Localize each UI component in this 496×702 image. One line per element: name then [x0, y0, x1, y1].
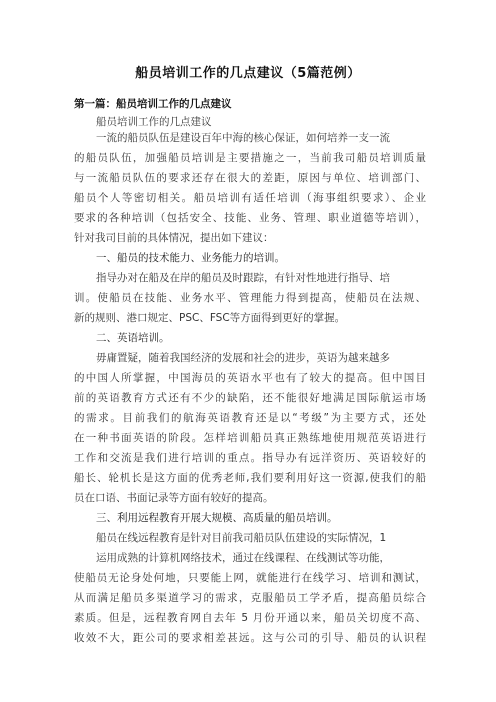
paragraph-line: 与一流船员队伍的要求还存在很大的差距，原因与单位、培训部门、 [74, 172, 426, 184]
paragraph-line: 工作和交流是我们进行培训的重点。指导办有远洋资历、英语较好的 [74, 452, 426, 464]
paragraph-line: 船长、轮机长是这方面的优秀老师,我们要利用好这一资源,使我们的船 [74, 472, 426, 484]
list-heading: 二、英语培训。 [96, 332, 170, 344]
section-heading: 第一篇：船员培训工作的几点建议 [74, 98, 232, 110]
paragraph-line: 毋庸置疑，随着我国经济的发展和社会的进步，英语为越来越多 [96, 352, 390, 364]
paragraph-line: 训。使船员在技能、业务水平、管理能力得到提高，使船员在法规、 [74, 292, 426, 304]
paragraph-line: 要求的各种培训（包括安全、技能、业务、管理、职业道德等培训）， [74, 212, 426, 224]
article-subtitle: 船员培训工作的几点建议 [96, 116, 212, 128]
list-heading: 一、船员的技术能力、业务能力的培训。 [96, 252, 285, 264]
paragraph-line: 船员个人等密切相关。船员培训有适任培训（海事组织要求）、企业 [74, 192, 426, 204]
paragraph-line: 收效不大，距公司的要求相差甚远。这与公司的引导、船员的认识程 [74, 632, 426, 644]
paragraph-line: 员在口语、书面记录等方面有较好的提高。 [74, 492, 274, 504]
paragraph-line: 指导办对在船及在岸的船员及时跟踪，有针对性地进行指导、培 [96, 272, 390, 284]
list-heading: 三、利用远程教育开展大规模、高质量的船员培训。 [96, 512, 338, 524]
paragraph-line: 在一种书面英语的阶段。怎样培训船员真正熟练地使用规范英语进行 [74, 432, 426, 444]
paragraph-line: 的船员队伍，加强船员培训是主要措施之一，当前我司船员培训质量 [74, 152, 426, 164]
paragraph-line: 的中国人所掌握，中国海员的英语水平也有了较大的提高。但中国目 [74, 372, 426, 384]
paragraph-line: 前的英语教育方式还有不少的缺陷，还不能很好地满足国际航运市场 [74, 392, 426, 404]
paragraph-line: 使船员无论身处何地，只要能上网，就能进行在线学习、培训和测试， [74, 572, 426, 584]
paragraph-line: 的需求。目前我们的航海英语教育还是以“考级”为主要方式，还处 [74, 412, 426, 424]
paragraph-line: 运用成熟的计算机网络技术，通过在线课程、在线测试等功能， [96, 552, 390, 564]
paragraph-line: 从而满足船员多渠道学习的需求，克服船员工学矛盾，提高船员综合 [74, 592, 426, 604]
paragraph-line: 素质。但是，远程教育网自去年 5 月份开通以来，船员关切度不高、 [74, 612, 426, 624]
paragraph-line: 新的规则、港口规定、PSC、FSC等方面得到更好的掌握。 [74, 312, 346, 324]
paragraph-line: 一流的船员队伍是建设百年中海的核心保证，如何培养一支一流 [96, 132, 390, 144]
paragraph-line: 针对我司目前的具体情况，提出如下建议： [74, 232, 274, 244]
document-title: 船员培训工作的几点建议（5篇范例） [135, 66, 361, 81]
paragraph-line: 船员在线远程教育是针对目前我司船员队伍建设的实际情况，1 [96, 532, 387, 544]
